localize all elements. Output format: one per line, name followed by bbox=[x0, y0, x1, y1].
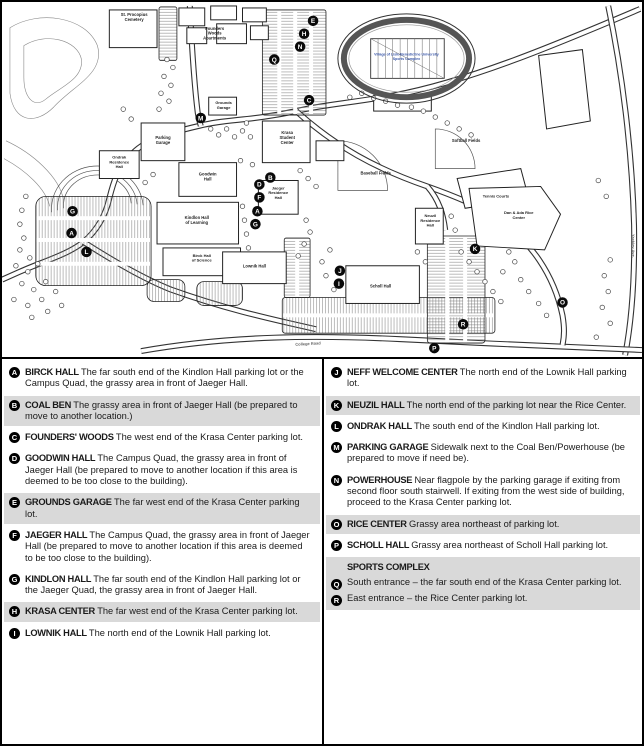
tree bbox=[423, 260, 428, 265]
assembly-location-text: Grassy area northeast of Scholl Hall parking lot. bbox=[411, 539, 609, 550]
assembly-location-text: The far west end of the Krasa Center parking lot. bbox=[25, 497, 300, 519]
map-label bbox=[215, 100, 232, 110]
building bbox=[250, 26, 268, 40]
tree bbox=[22, 236, 27, 241]
tree bbox=[167, 99, 172, 104]
map-marker-letter: R bbox=[460, 321, 466, 329]
tree bbox=[453, 228, 458, 233]
map-marker-letter: G bbox=[252, 221, 258, 229]
map-marker-letter: H bbox=[301, 31, 307, 39]
building-name: NEUZIL HALL bbox=[347, 399, 407, 410]
map-marker-M bbox=[195, 113, 206, 124]
legend-column-right bbox=[322, 359, 642, 744]
map-marker-letter: K bbox=[472, 246, 478, 254]
assembly-location-text: South entrance – the far south end of the Krasa Center parking lot. bbox=[347, 577, 622, 588]
tree bbox=[20, 208, 25, 213]
tree bbox=[238, 158, 243, 163]
map-marker-letter: N bbox=[297, 43, 303, 51]
legend-column-left bbox=[2, 359, 322, 744]
tree bbox=[308, 230, 313, 235]
map-label-line: Parking bbox=[155, 134, 171, 140]
tree bbox=[250, 162, 255, 167]
map-label bbox=[155, 135, 171, 145]
map-marker-B bbox=[265, 172, 276, 183]
building-name: RICE CENTER bbox=[347, 518, 410, 529]
tree bbox=[171, 65, 176, 70]
map-label bbox=[631, 234, 636, 258]
tree bbox=[469, 133, 474, 138]
map-label-line: Center bbox=[280, 139, 294, 145]
tree bbox=[32, 287, 37, 292]
tree bbox=[165, 57, 170, 62]
building bbox=[539, 50, 591, 129]
tree bbox=[459, 250, 464, 255]
building bbox=[211, 6, 237, 20]
parking-lane bbox=[37, 216, 150, 220]
map-marker-letter: Q bbox=[271, 56, 277, 64]
map-label-line: Grounds bbox=[215, 100, 232, 106]
marker-badge-O: O bbox=[331, 519, 342, 530]
tree bbox=[18, 222, 23, 227]
sports-complex-header: SPORTS COMPLEX bbox=[347, 562, 430, 573]
map-label-line: Hall bbox=[115, 164, 123, 170]
marker-badge-L: L bbox=[331, 421, 342, 432]
building-name: BIRCK HALL bbox=[25, 367, 81, 377]
legend-entry-L bbox=[326, 417, 640, 436]
building-name: JAEGER HALL bbox=[25, 529, 90, 540]
legend-entry-F bbox=[4, 526, 320, 568]
map-label-line: Lownik Hall bbox=[242, 263, 266, 269]
tree bbox=[467, 260, 472, 265]
building bbox=[242, 8, 266, 22]
tree bbox=[332, 287, 337, 292]
tree bbox=[12, 297, 17, 302]
legend-entry-D bbox=[4, 449, 320, 491]
map-label bbox=[452, 138, 481, 143]
tree bbox=[30, 315, 35, 320]
map-marker-P bbox=[429, 343, 440, 354]
tree bbox=[244, 232, 249, 237]
legend-entry-G bbox=[4, 570, 320, 601]
legend-entry-I bbox=[4, 624, 320, 643]
map-label-line: Student bbox=[279, 134, 295, 140]
map-marker-letter: C bbox=[306, 97, 312, 105]
map-marker-G bbox=[250, 219, 261, 230]
map-label-line: of Science bbox=[191, 257, 212, 263]
building bbox=[316, 141, 344, 161]
map-label bbox=[370, 284, 391, 289]
map-label-line: Woods bbox=[207, 30, 222, 36]
tree bbox=[216, 133, 221, 138]
map-label bbox=[361, 171, 392, 176]
tree bbox=[608, 321, 613, 326]
map-marker-R bbox=[458, 319, 469, 330]
building-name: LOWNIK HALL bbox=[25, 627, 89, 638]
marker-badge-G: G bbox=[9, 574, 20, 585]
map-label bbox=[483, 193, 510, 198]
campus-map bbox=[2, 2, 642, 359]
tree bbox=[20, 281, 25, 286]
building-name: COAL BEN bbox=[25, 399, 74, 410]
tree bbox=[157, 107, 162, 112]
map-label-line: Dan & Ada Rice bbox=[504, 210, 534, 216]
map-label-line: Garage bbox=[216, 104, 231, 110]
legend-entry-B bbox=[4, 396, 320, 427]
legend bbox=[2, 359, 642, 744]
tree bbox=[491, 289, 496, 294]
tree bbox=[544, 313, 549, 318]
tree bbox=[53, 289, 58, 294]
assembly-location-text: The west end of the Krasa Center parking lot. bbox=[115, 432, 303, 443]
building-name: ONDRAK HALL bbox=[347, 420, 414, 431]
assembly-location-text: The north end of the parking lot near the Rice Center. bbox=[406, 399, 627, 410]
tree bbox=[151, 172, 156, 177]
tree bbox=[596, 178, 601, 183]
tree bbox=[415, 250, 420, 255]
tree bbox=[18, 248, 23, 253]
map-label-line: Apartments bbox=[203, 35, 227, 41]
building-name: GOODWIN HALL bbox=[25, 453, 98, 464]
map-marker-E bbox=[308, 16, 319, 27]
tree bbox=[608, 258, 613, 263]
map-label-line: Neuzil bbox=[424, 213, 437, 219]
tree bbox=[320, 260, 325, 265]
marker-badge-P: P bbox=[331, 540, 342, 551]
marker-badge-J: J bbox=[331, 367, 342, 378]
map-label-line: Hall bbox=[274, 194, 282, 200]
map-label-line: Kindlon Hall bbox=[184, 215, 209, 221]
parking-lot bbox=[197, 282, 243, 306]
assembly-location-text: The far west end of the Krasa Center parking lot. bbox=[97, 606, 298, 617]
map-label-line: Yackley Ave. bbox=[631, 234, 637, 258]
parking-lane bbox=[37, 262, 150, 266]
marker-badge-B: B bbox=[9, 400, 20, 411]
tree bbox=[26, 269, 31, 274]
map-marker-letter: B bbox=[267, 174, 273, 182]
map-label-line: Jaeger bbox=[271, 185, 285, 191]
marker-badge-R: R bbox=[331, 595, 342, 606]
marker-badge-A: A bbox=[9, 367, 20, 378]
assembly-location-text: Grassy area northeast of parking lot. bbox=[409, 518, 560, 529]
building-name: PARKING GARAGE bbox=[347, 442, 431, 453]
map-marker-O bbox=[557, 297, 568, 308]
map-label-line: College Road bbox=[295, 340, 321, 347]
tree bbox=[242, 218, 247, 223]
map-label-line: Ondrak bbox=[112, 154, 127, 160]
tree bbox=[298, 168, 303, 173]
parking-lane bbox=[293, 11, 297, 114]
campus-map-svg bbox=[2, 2, 642, 357]
tree bbox=[409, 105, 414, 110]
tree bbox=[302, 242, 307, 247]
legend-entry-K bbox=[326, 396, 640, 415]
assembly-location-text: The north end of the Lownik Hall parking lot. bbox=[88, 627, 271, 638]
marker-badge-H: H bbox=[9, 606, 20, 617]
map-marker-letter: D bbox=[257, 181, 262, 189]
map-label-line: Garage bbox=[155, 139, 171, 145]
parking-lot bbox=[159, 7, 177, 61]
road-surface bbox=[608, 6, 637, 355]
building-name: GROUNDS GARAGE bbox=[25, 497, 114, 508]
legend-entry-A bbox=[4, 363, 320, 394]
assembly-location-text: The far south end of the Kindlon Hall parking lot or the Jaeger Quad, the grassy area in front of Jaeger Hall. bbox=[25, 573, 301, 596]
tree bbox=[395, 103, 400, 108]
map-label bbox=[185, 215, 209, 225]
tree bbox=[457, 127, 462, 132]
map-label bbox=[192, 253, 213, 263]
legend-entry-C bbox=[4, 428, 320, 447]
marker-badge-F: F bbox=[9, 530, 20, 541]
map-marker-letter: A bbox=[255, 208, 260, 216]
map-label-line: Hall bbox=[426, 222, 434, 228]
map-label-line: Residence bbox=[420, 217, 441, 223]
marker-badge-E: E bbox=[9, 497, 20, 508]
parking-lot bbox=[147, 280, 185, 302]
tree bbox=[39, 297, 44, 302]
map-marker-F bbox=[254, 192, 265, 203]
tree bbox=[224, 127, 229, 132]
map-label-line: Center bbox=[512, 214, 526, 220]
tree bbox=[518, 277, 523, 282]
tree bbox=[296, 254, 301, 259]
tree bbox=[121, 107, 126, 112]
tree bbox=[594, 335, 599, 340]
assembly-location-text: The Campus Quad, the grassy area in front of Jaeger Hall (be prepared to move to another location if this area is deemed to be too close to the building). bbox=[25, 529, 310, 563]
building-name: SCHOLL HALL bbox=[347, 539, 412, 550]
map-marker-K bbox=[470, 244, 481, 255]
assembly-location-text: The grassy area in front of Jaeger Hall (be prepared to move to another location.) bbox=[25, 399, 298, 421]
tree bbox=[162, 74, 167, 79]
map-label-line: Residence bbox=[109, 159, 130, 165]
tree bbox=[240, 204, 245, 209]
tree bbox=[600, 305, 605, 310]
tree bbox=[513, 260, 518, 265]
stadium bbox=[338, 14, 475, 103]
legend-entry-Q bbox=[326, 575, 640, 590]
map-marker-letter: E bbox=[310, 18, 316, 26]
map-marker-Q bbox=[269, 54, 280, 65]
tree bbox=[244, 121, 249, 126]
tree bbox=[483, 279, 488, 284]
map-marker-L bbox=[81, 247, 92, 258]
map-label-line: Softball Fields bbox=[451, 137, 481, 143]
stadium-label-line: Sports Complex bbox=[392, 57, 421, 62]
parking-lane bbox=[295, 239, 299, 297]
tree bbox=[143, 180, 148, 185]
map-marker-A bbox=[252, 206, 263, 217]
tree bbox=[604, 194, 609, 199]
tree bbox=[43, 279, 48, 284]
map-marker-I bbox=[334, 278, 345, 289]
map-marker-A bbox=[66, 228, 77, 239]
map-label-line: Krasa bbox=[281, 129, 294, 135]
tree bbox=[240, 129, 245, 134]
map-marker-J bbox=[335, 265, 346, 276]
tree bbox=[507, 250, 512, 255]
tree bbox=[59, 303, 64, 308]
building-name: FOUNDERS' WOODS bbox=[25, 432, 116, 443]
map-label-line: Hall bbox=[203, 176, 212, 182]
assembly-location-text: The Campus Quad, the grassy area in front of Jaeger Hall (be prepared to move to another location if this area is deemed to be too close to the building). bbox=[25, 453, 298, 487]
tree bbox=[45, 309, 50, 314]
stadium-label-line: Village of Lisle-Benedictine University bbox=[374, 52, 439, 57]
map-label-line: Founders bbox=[205, 25, 225, 31]
marker-badge-Q: Q bbox=[331, 579, 342, 590]
terrain-contour bbox=[24, 39, 82, 103]
legend-entry-J bbox=[326, 363, 640, 394]
tree bbox=[306, 176, 311, 181]
tree bbox=[232, 135, 237, 140]
legend-entry-N bbox=[326, 471, 640, 513]
legend-entry-M bbox=[326, 438, 640, 469]
tree bbox=[35, 262, 40, 267]
map-marker-letter: P bbox=[432, 345, 437, 353]
map-label-line: Baseball Fields bbox=[360, 170, 391, 176]
tree bbox=[445, 121, 450, 126]
map-label-line: Scholl Hall bbox=[369, 283, 392, 289]
assembly-location-text: Sidewalk next to the Coal Ben/Powerhouse (be prepared to move if need be). bbox=[347, 442, 625, 464]
marker-badge-D: D bbox=[9, 453, 20, 464]
tree bbox=[208, 127, 213, 132]
terrain-contour bbox=[10, 18, 99, 119]
marker-badge-N: N bbox=[331, 475, 342, 486]
marker-badge-I: I bbox=[9, 628, 20, 639]
tree bbox=[14, 263, 19, 268]
tree bbox=[501, 269, 506, 274]
tree bbox=[129, 117, 134, 122]
map-label-line: St. Procopius bbox=[120, 11, 148, 17]
tree bbox=[246, 246, 251, 251]
assembly-location-text: East entrance – the Rice Center parking lot. bbox=[347, 592, 528, 603]
map-label-line: Cemetery bbox=[124, 16, 144, 22]
tree bbox=[526, 289, 531, 294]
map-label bbox=[295, 340, 321, 346]
legend-entry-R bbox=[326, 591, 640, 606]
tree bbox=[536, 301, 541, 306]
tree bbox=[28, 256, 33, 261]
tree bbox=[348, 95, 353, 100]
building bbox=[179, 8, 205, 26]
tree bbox=[602, 273, 607, 278]
tree bbox=[324, 273, 329, 278]
assembly-location-text: The north end of the Lownik Hall parking lot. bbox=[347, 367, 627, 389]
building-name: KINDLON HALL bbox=[25, 573, 94, 584]
assembly-location-text: The far south end of the Kindlon Hall parking lot or the Campus Quad, the grassy area in front of Jaeger Hall. bbox=[25, 367, 304, 389]
tree bbox=[475, 269, 480, 274]
map-marker-G bbox=[67, 206, 78, 217]
tree bbox=[449, 214, 454, 219]
map-marker-letter: M bbox=[198, 115, 204, 123]
tree bbox=[248, 135, 253, 140]
map-marker-letter: J bbox=[338, 268, 342, 276]
tree bbox=[433, 115, 438, 120]
map-marker-H bbox=[299, 28, 310, 39]
assembly-location-text: The south end of the Kindlon Hall parking lot. bbox=[414, 420, 600, 431]
map-label-line: Residence bbox=[268, 190, 289, 196]
map-label-line: of Learning bbox=[185, 220, 209, 226]
map-marker-D bbox=[254, 179, 265, 190]
tree bbox=[328, 248, 333, 253]
parking-lane bbox=[445, 237, 449, 342]
map-marker-letter: F bbox=[257, 194, 262, 202]
legend-entry-H bbox=[4, 602, 320, 621]
marker-badge-M: M bbox=[331, 442, 342, 453]
map-marker-letter: G bbox=[70, 208, 76, 216]
legend-entry-O bbox=[326, 515, 640, 534]
tree bbox=[26, 303, 31, 308]
map-marker-N bbox=[295, 41, 306, 52]
parking-lane bbox=[37, 238, 150, 242]
map-label-line: Birck Hall bbox=[192, 252, 211, 258]
map-marker-letter: L bbox=[84, 249, 89, 257]
legend-entry-P bbox=[326, 536, 640, 555]
map-marker-C bbox=[304, 95, 315, 106]
building-name: KRASA CENTER bbox=[25, 606, 98, 617]
building-name: POWERHOUSE bbox=[347, 474, 415, 485]
assembly-location-text: Near flagpole by the parking garage if exiting from second floor south stairwell. If exiting from the west side of building, proceed to the Krasa Center parking lot. bbox=[347, 474, 625, 508]
map-marker-letter: A bbox=[69, 230, 74, 238]
building-name: NEFF WELCOME CENTER bbox=[347, 367, 460, 377]
marker-badge-K: K bbox=[331, 400, 342, 411]
tree bbox=[169, 83, 174, 88]
map-label bbox=[243, 264, 266, 269]
legend-group-sports-complex bbox=[326, 557, 640, 610]
tree bbox=[606, 289, 611, 294]
marker-badge-C: C bbox=[9, 432, 20, 443]
legend-entry-E bbox=[4, 493, 320, 524]
tree bbox=[499, 299, 504, 304]
tree bbox=[304, 218, 309, 223]
map-label-line: Goodwin bbox=[198, 171, 217, 177]
tree bbox=[24, 194, 29, 199]
tree bbox=[159, 91, 164, 96]
map-marker-letter: O bbox=[559, 299, 566, 307]
tree bbox=[314, 184, 319, 189]
map-marker-letter: I bbox=[337, 280, 340, 288]
map-label-line: Tennis Courts bbox=[482, 193, 510, 199]
tree bbox=[421, 109, 426, 114]
